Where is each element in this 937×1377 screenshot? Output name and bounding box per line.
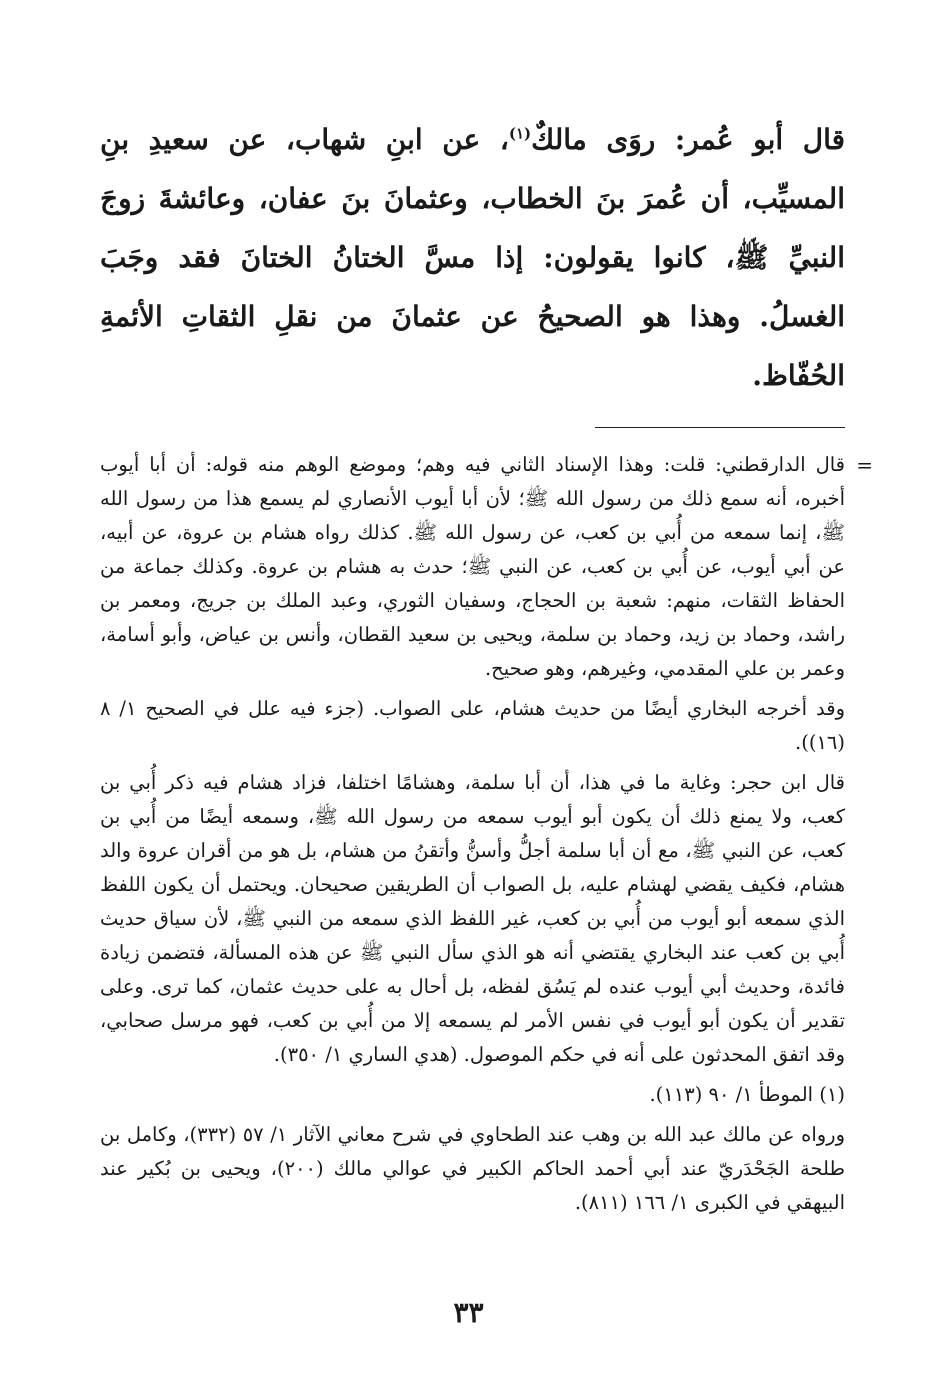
footnote-reference[interactable]: (١) <box>508 124 532 143</box>
page-body <box>100 110 873 1220</box>
footnote-darqutni <box>100 448 873 686</box>
footnote-darqutni-text: قال الدارقطني: قلت: وهذا الإسناد الثاني فيه وهم؛ وموضع الوهم منه قوله: أن أبا أيوب أخبره، أنه سمع ذلك من رسول الله ﷺ؛ لأن أبا أيوب الأنصاري لم يسمع هذا من رسول الله ﷺ، إنما سمعه من أُبي بن كعب، عن رسول الله ﷺ. كذلك رواه هشام بن عروة، عن أبيه، عن أبي أيوب، عن أُبي بن كعب، عن النبي ﷺ؛ حدث به هشام بن عروة. وكذلك جماعة من الحفاظ الثقات، منهم: شعبة بن الحجاج، وسفيان الثوري، وعبد الملك بن جريج، ومعمر بن راشد، وحماد بن زيد، وحماد بن سلمة، ويحيى بن سعيد القطان، وأنس بن عياض، وأبو أسامة، وعمر بن علي المقدمي، وغيرهم، وهو صحيح. <box>100 453 845 680</box>
page-number: ٣٣ <box>453 1296 484 1329</box>
footnote-ibn-hajar: قال ابن حجر: وغاية ما في هذا، أن أبا سلمة، وهشامًا اختلفا، فزاد هشام فيه ذكر أُبي بن كعب، ولا يمنع ذلك أن يكون أبو أيوب سمعه من رسول الله ﷺ، وسمعه أيضًا من أُبي بن كعب، عن النبي ﷺ، مع أن أبا سلمة أجلُّ وأسنُّ وأتقنُ من هشام، بل هو من أقران عروة والد هشام، فكيف يقضي لهشام عليه، بل الصواب أن الطريقين صحيحان. ويحتمل أن يكون اللفظ الذي سمعه أبو أيوب من أُبي بن كعب، غير اللفظ الذي سمعه من النبي ﷺ، لأن سياق حديث أُبي بن كعب عند البخاري يقتضي أنه هو الذي سأل النبي ﷺ عن هذه المسألة، فتضمن زيادة فائدة، وحديث أبي أيوب عنده لم يَسُق لفظه، بل أحال به على حديث عثمان، كما ترى. وعلى تقدير أن يكون أبو أيوب في نفس الأمر لم يسمعه إلا من أُبي بن كعب، فهو مرسل صحابي، وقد اتفق المحدثون على أنه في حكم الموصول. (هدي الساري ١/ ٣٥٠). <box>100 771 845 1066</box>
continuation-mark: = <box>856 453 873 477</box>
main-text-start: : روَى مالكٌ <box>531 123 686 156</box>
speaker-name: قال أبو عُمر <box>685 123 845 156</box>
footnote-bukhari: وقد أخرجه البخاري أيضًا من حديث هشام، على الصواب. (جزء فيه علل في الصحيح ١/ ٨ (١٦)). <box>100 697 845 754</box>
footnote-1: (١) الموطأ ١/ ٩٠ (١١٣). <box>649 1083 845 1106</box>
footnote-separator <box>595 427 845 428</box>
footnote-1-detail: ورواه عن مالك عبد الله بن وهب عند الطحاوي في شرح معاني الآثار ١/ ٥٧ (٣٣٢)، وكامل بن طلحة الجَحْدَريّ عند أبي أحمد الحاكم الكبير في عوالي مالك (٢٠٠)، ويحيى بن بُكير عند البيهقي في الكبرى ١/ ١٦٦ (٨١١). <box>100 1123 845 1214</box>
main-paragraph <box>100 110 845 405</box>
main-text-rest: ، عن ابنِ شهاب، عن سعيدِ بنِ المسيِّب، أن عُمرَ بنَ الخطاب، وعثمانَ بنَ عفان، وعائشةَ زوجَ النبيِّ ﷺ، كانوا يقولون: إذا مسَّ الختانُ الختانَ فقد وجَبَ الغسلُ. وهذا هو الصحيحُ عن عثمانَ من نقلِ الثقاتِ الأئمةِ الحُفّاظ. <box>100 123 845 392</box>
